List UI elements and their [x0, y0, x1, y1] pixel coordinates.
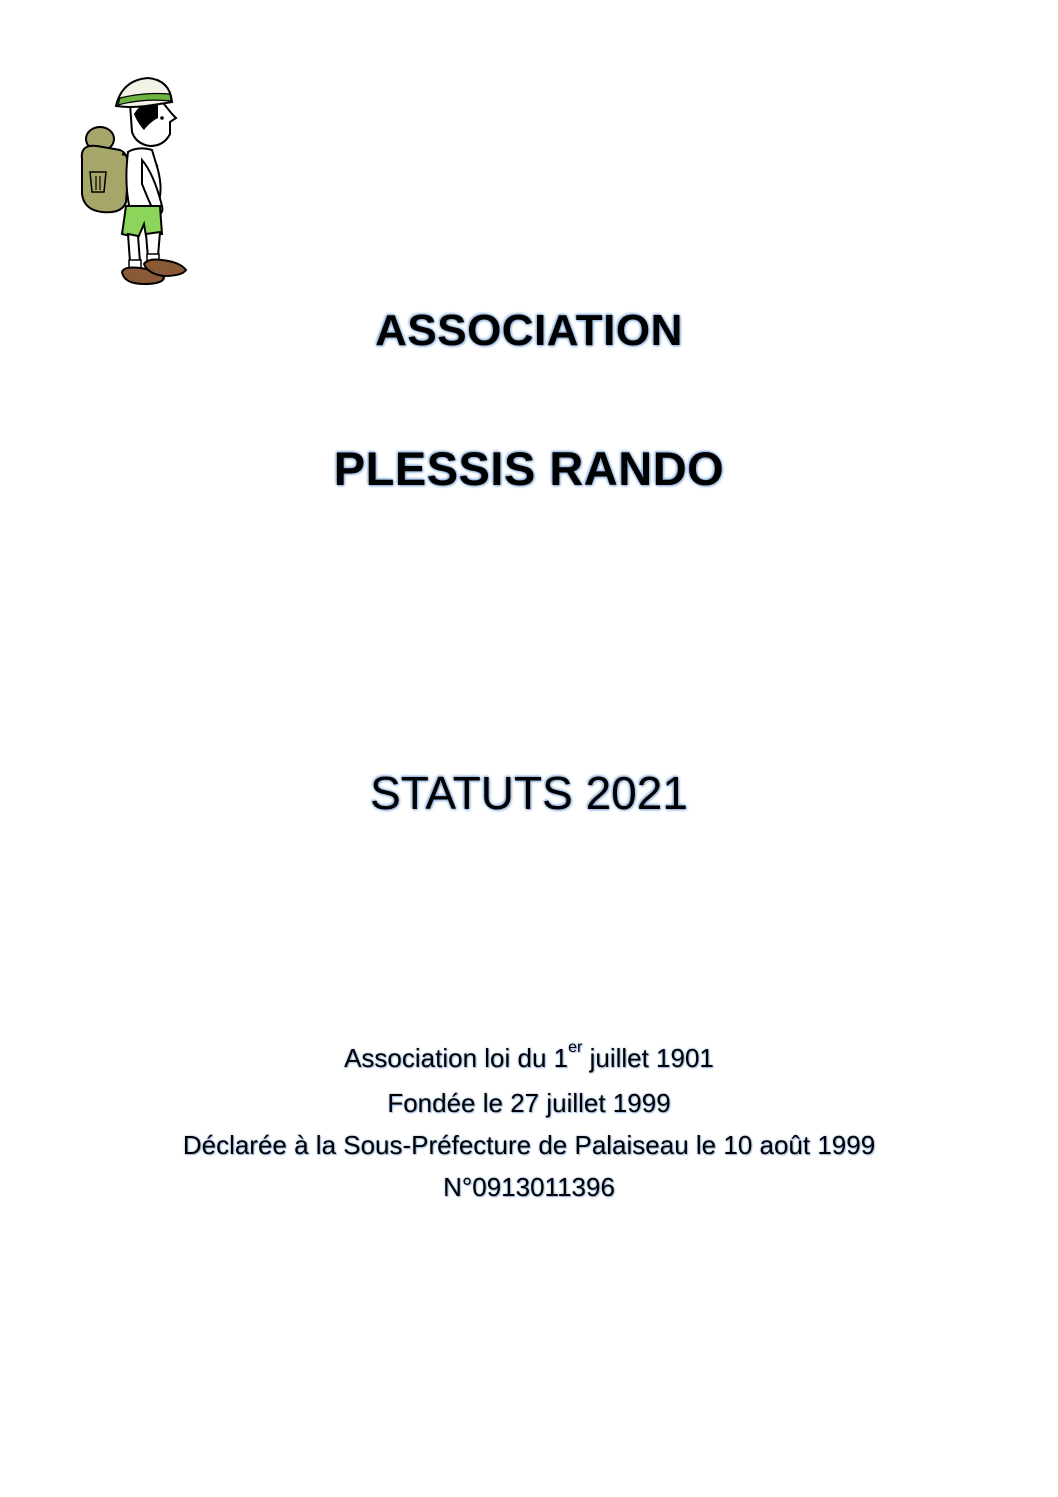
info-law-suffix: juillet 1901: [582, 1043, 714, 1073]
info-law-prefix: Association loi du 1: [344, 1043, 569, 1073]
info-law-superscript: er: [568, 1039, 583, 1056]
hiker-icon: [72, 74, 197, 294]
info-number-line: N°0913011396: [443, 1172, 615, 1202]
info-founded-line: Fondée le 27 juillet 1999: [387, 1088, 671, 1118]
info-declared-line: Déclarée à la Sous-Préfecture de Palaiseau le 10 août 1999: [182, 1130, 876, 1160]
info-law-line: [0, 1039, 1058, 1074]
title-association: ASSOCIATION: [375, 306, 683, 355]
title-plessis-rando: PLESSIS RANDO: [333, 442, 725, 495]
title-statuts: STATUTS 2021: [370, 767, 688, 819]
